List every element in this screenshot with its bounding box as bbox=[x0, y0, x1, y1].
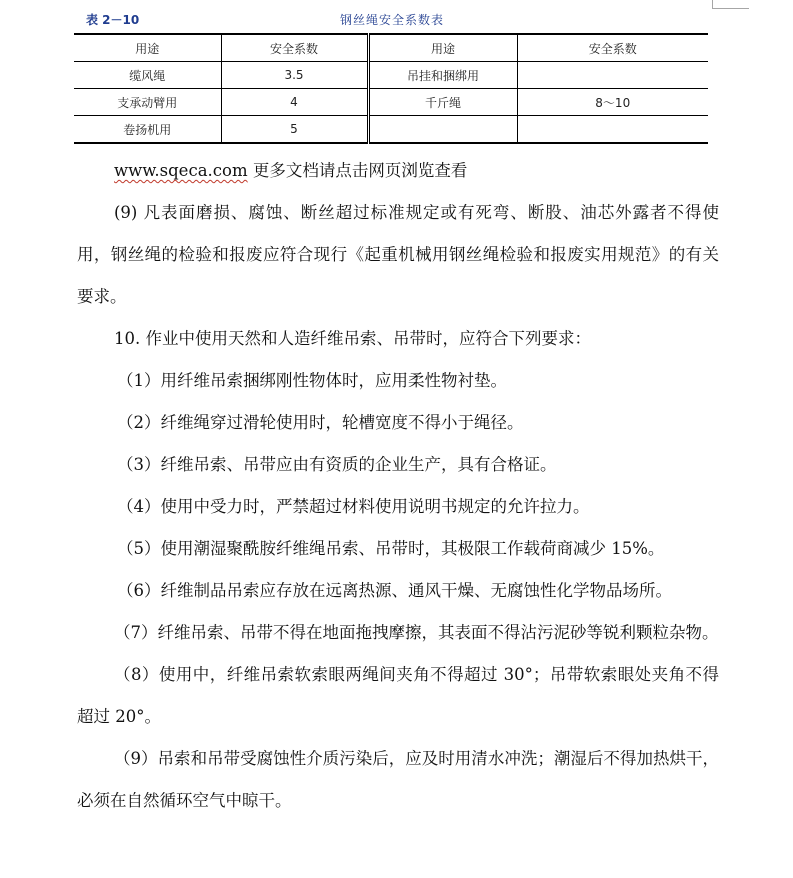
table-cell: 缆风绳 bbox=[74, 62, 221, 89]
list-item: （6）纤维制品吊索应存放在远离热源、通风干燥、无腐蚀性化学物品场所。 bbox=[117, 581, 672, 600]
list-item: （8）使用中，纤维吊索软索眼两绳间夹角不得超过 30°；吊带软索眼处夹角不得超过 20°。 bbox=[77, 665, 719, 726]
paragraph-9: (9) 凡表面磨损、腐蚀、断丝超过标准规定或有死弯、断股、油芯外露者不得使用，钢丝绳的检验和报废应符合现行《起重机械用钢丝绳检验和报废实用规范》的有关要求。 bbox=[77, 203, 719, 306]
list-item: （5）使用潮湿聚酰胺纤维绳吊索、吊带时，其极限工作载荷商减少 15%。 bbox=[117, 539, 665, 558]
table-caption bbox=[0, 8, 793, 30]
table-row bbox=[74, 116, 708, 144]
table-cell: 千斤绳 bbox=[368, 89, 517, 116]
table-cell: 8～10 bbox=[517, 89, 708, 116]
table-cell: 吊挂和捆绑用 bbox=[368, 62, 517, 89]
list-item: （3）纤维吊索、吊带应由有资质的企业生产，具有合格证。 bbox=[117, 455, 557, 474]
list-item: （4）使用中受力时，严禁超过材料使用说明书规定的允许拉力。 bbox=[117, 497, 590, 516]
paragraph-10: 10. 作业中使用天然和人造纤维吊索、吊带时，应符合下列要求： bbox=[114, 329, 591, 348]
table-cell: 3.5 bbox=[221, 62, 368, 89]
header-usage-left: 用途 bbox=[74, 34, 221, 62]
table-cell: 4 bbox=[221, 89, 368, 116]
list-item: （7）纤维吊索、吊带不得在地面拖拽摩擦，其表面不得沾污泥砂等锐利颗粒杂物。 bbox=[114, 623, 719, 642]
header-factor-right: 安全系数 bbox=[517, 34, 708, 62]
list-item: （1）用纤维吊索捆绑刚性物体时，应用柔性物衬垫。 bbox=[117, 371, 507, 390]
website-line bbox=[77, 150, 719, 192]
document-body bbox=[77, 150, 719, 822]
table-number: 表 2－10 bbox=[86, 13, 140, 27]
list-item: （2）纤维绳穿过滑轮使用时，轮槽宽度不得小于绳径。 bbox=[117, 413, 524, 432]
table-header-row bbox=[74, 34, 708, 62]
table-cell: 支承动臂用 bbox=[74, 89, 221, 116]
header-usage-right: 用途 bbox=[368, 34, 517, 62]
table-cell bbox=[368, 116, 517, 144]
table-title: 钢丝绳安全系数表 bbox=[340, 13, 445, 27]
table-row bbox=[74, 89, 708, 116]
table-cell: 5 bbox=[221, 116, 368, 144]
header-factor-left: 安全系数 bbox=[221, 34, 368, 62]
table-cell: 卷扬机用 bbox=[74, 116, 221, 144]
table-cell bbox=[517, 116, 708, 144]
website-note: 更多文档请点击网页浏览查看 bbox=[247, 161, 468, 180]
table-row bbox=[74, 62, 708, 89]
table-cell bbox=[517, 62, 708, 89]
list-item: （9）吊索和吊带受腐蚀性介质污染后，应及时用清水冲洗；潮湿后不得加热烘干，必须在自然循环空气中晾干。 bbox=[77, 749, 719, 810]
website-link[interactable]: www.sqeca.com bbox=[114, 161, 248, 180]
safety-factor-table bbox=[74, 33, 708, 144]
